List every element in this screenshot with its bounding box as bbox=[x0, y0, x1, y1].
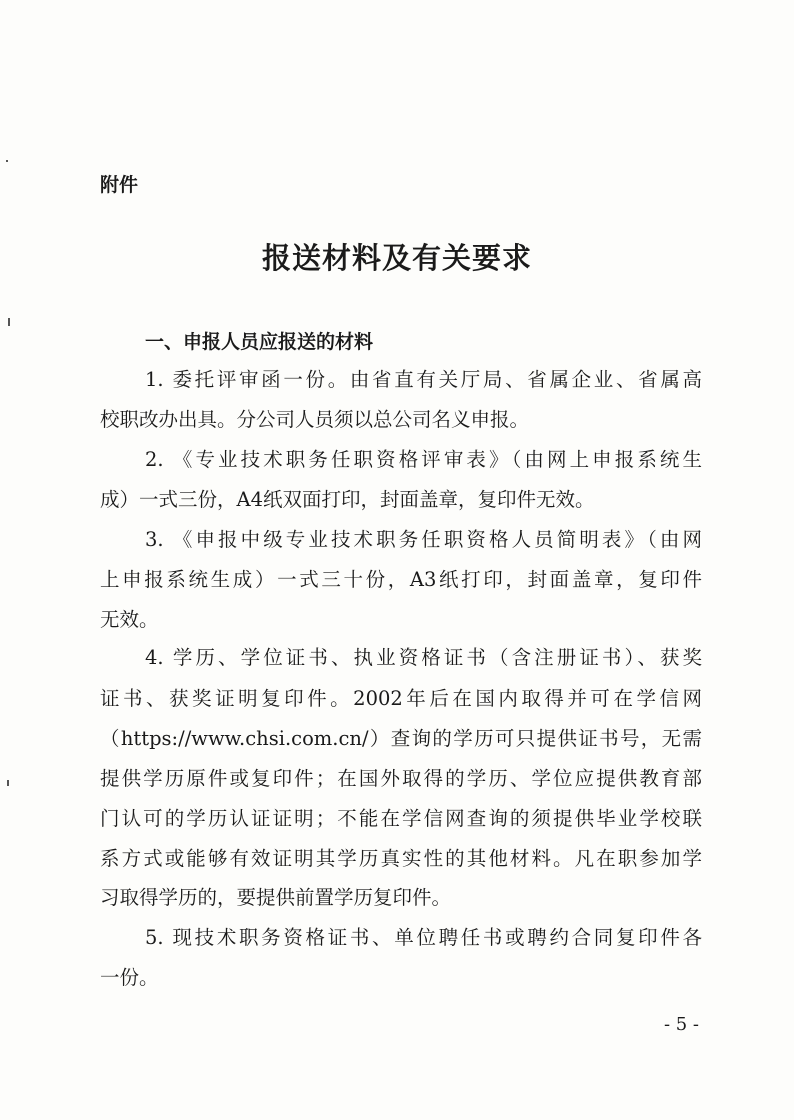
paragraph-4-line-1: 4. 学历、学位证书、执业资格证书（含注册证书）、获奖 bbox=[145, 646, 702, 669]
paragraph-4-line-3: （https://www.chsi.com.cn/）查询的学历可只提供证书号，无需 bbox=[100, 727, 702, 750]
paragraph-2-line-1: 2. 《专业技术职务任职资格评审表》（由网上申报系统生 bbox=[145, 448, 702, 471]
paragraph-4-line-5: 门认可的学历认证证明；不能在学信网查询的须提供毕业学校联 bbox=[100, 807, 702, 830]
paragraph-1-line-1: 1. 委托评审函一份。由省直有关厅局、省属企业、省属高 bbox=[145, 368, 702, 391]
paragraph-5-line-2: 一份。 bbox=[100, 966, 159, 989]
paragraph-3-line-2: 上申报系统生成）一式三十份，A3纸打印，封面盖章，复印件 bbox=[100, 568, 702, 591]
paragraph-4-line-6: 系方式或能够有效证明其学历真实性的其他材料。凡在职参加学 bbox=[100, 847, 702, 870]
paragraph-3-line-1: 3. 《申报中级专业技术职务任职资格人员简明表》（由网 bbox=[145, 528, 702, 551]
attachment-label: 附件 bbox=[100, 174, 139, 196]
paragraph-5-line-1: 5. 现技术职务资格证书、单位聘任书或聘约合同复印件各 bbox=[145, 926, 702, 949]
scan-speck bbox=[7, 780, 9, 786]
paragraph-3-line-3: 无效。 bbox=[100, 608, 159, 631]
scan-speck bbox=[6, 160, 8, 162]
page-number: - 5 - bbox=[663, 1014, 699, 1035]
paragraph-4-line-2: 证书、获奖证明复印件。2002年后在国内取得并可在学信网 bbox=[100, 687, 702, 710]
paragraph-4-line-4: 提供学历原件或复印件；在国外取得的学历、学位应提供教育部 bbox=[100, 767, 702, 790]
document-title: 报送材料及有关要求 bbox=[261, 241, 532, 275]
paragraph-2-line-2: 成）一式三份，A4纸双面打印，封面盖章，复印件无效。 bbox=[100, 488, 595, 511]
paragraph-1-line-2: 校职改办出具。分公司人员须以总公司名义申报。 bbox=[100, 408, 530, 431]
paragraph-4-line-7: 习取得学历的，要提供前置学历复印件。 bbox=[100, 886, 452, 909]
section-heading: 一、申报人员应报送的材料 bbox=[145, 331, 374, 353]
scan-speck bbox=[8, 318, 10, 326]
